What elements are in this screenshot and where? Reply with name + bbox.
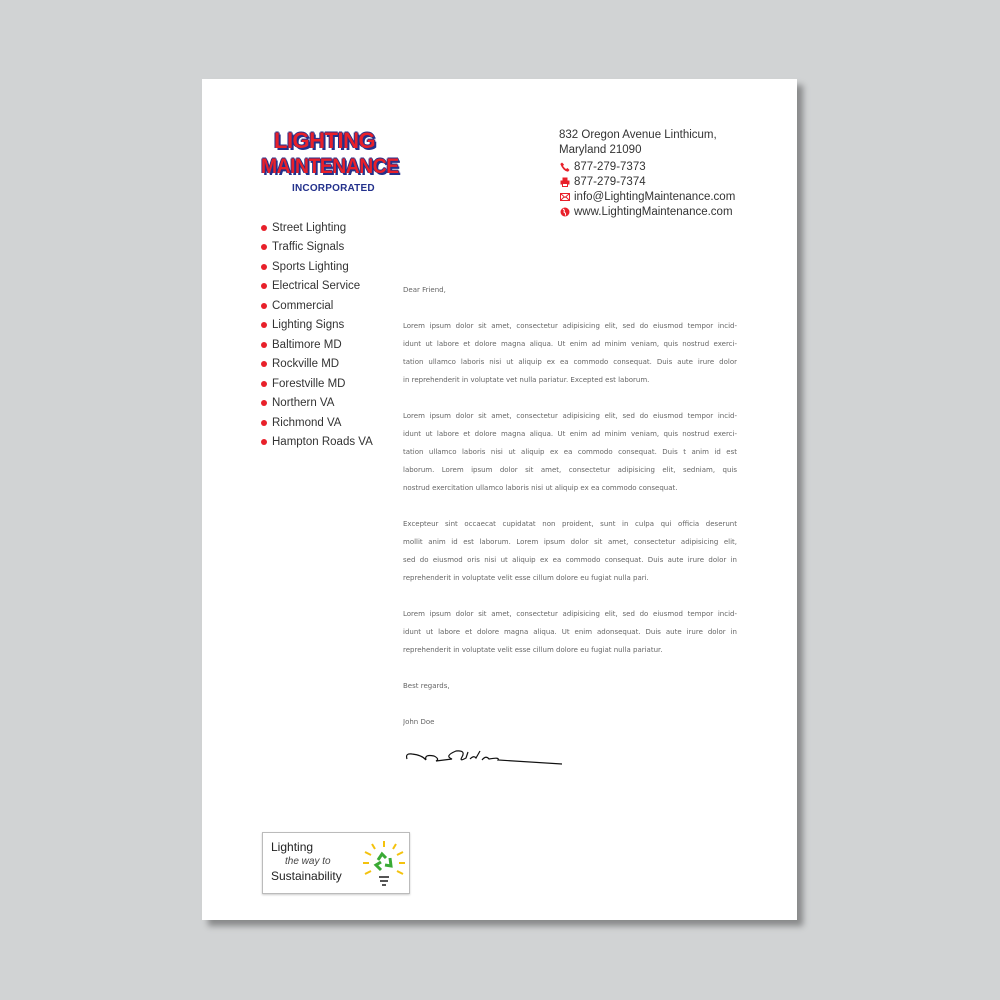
phone-number[interactable]: 877-279-7373 — [574, 161, 646, 174]
bullet-icon — [261, 420, 267, 426]
paragraph — [403, 319, 737, 391]
contact-info — [559, 128, 735, 219]
service-label: Baltimore MD — [272, 338, 342, 351]
service-label: Forestville MD — [272, 377, 346, 390]
paragraph-line: sed do eiusmod oris nisi ut aliquip ex ea commodo consequat. Duis aute irure dolor in — [403, 556, 737, 564]
paragraph-line: nostrud exercitation ullamco laboris nisi ut aliquip ex ea commodo consequat. — [403, 484, 678, 492]
fax-number: 877-279-7374 — [574, 176, 646, 189]
address-line2: Maryland 21090 — [559, 143, 642, 156]
address-line1: 832 Oregon Avenue Linthicum, — [559, 129, 717, 141]
paragraph-line: Excepteur sint occaecat cupidatat non proident, sunt in culpa qui officia deserunt — [403, 520, 737, 528]
service-label: Northern VA — [272, 397, 335, 410]
paragraph-line: mollit anim id est laborum. Lorem ipsum dolor sit amet, consectetur adipisicing elit, — [403, 538, 737, 546]
bullet-icon — [261, 361, 267, 367]
greeting: Dear Friend, — [403, 286, 446, 294]
fax-icon — [559, 177, 570, 188]
service-item — [260, 433, 373, 453]
paragraph-line: idunt ut labore et dolore magna aliqua. Ut enim ad minim veniam, quis nostrud exerci- — [403, 340, 737, 348]
email-link[interactable]: info@LightingMaintenance.com — [574, 190, 736, 203]
bullet-icon — [261, 342, 267, 348]
bullet-icon — [261, 400, 267, 406]
paragraph-line: laborum. Lorem ipsum dolor sit amet, consectetur adipisicing elit, sedniam, quis — [403, 466, 737, 474]
phone-icon — [559, 162, 570, 173]
service-label: Hampton Roads VA — [272, 436, 373, 449]
bullet-icon — [261, 283, 267, 289]
email-icon — [559, 191, 570, 202]
service-item — [260, 257, 373, 277]
service-label: Street Lighting — [272, 221, 347, 234]
logo-line3: INCORPORATED — [292, 183, 375, 194]
service-item — [260, 335, 373, 355]
logo-line1: LIGHTING — [274, 128, 376, 153]
badge-line2: the way to — [285, 856, 331, 867]
paragraph-line: Lorem ipsum dolor sit amet, consectetur adipisicing elit, sed do eiusmod tempor incid- — [403, 412, 737, 420]
bullet-icon — [261, 264, 267, 270]
services-list — [260, 218, 373, 452]
paragraph-line: reprehenderit in voluptate velit esse cillum dolore eu fugiat nulla pari. — [403, 574, 649, 582]
service-label: Richmond VA — [272, 416, 342, 429]
service-label: Sports Lighting — [272, 260, 349, 273]
service-item — [260, 355, 373, 375]
letter-body — [403, 283, 737, 733]
paragraph-line: Lorem ipsum dolor sit amet, consectetur adipisicing elit, sed do eiusmod tempor incid- — [403, 322, 737, 330]
phone-row — [559, 160, 735, 175]
service-label: Lighting Signs — [272, 319, 345, 332]
service-label: Commercial — [272, 299, 334, 312]
badge-line3: Sustainability — [271, 869, 342, 883]
signer-name: John Doe — [403, 718, 435, 726]
paragraph-line: idunt ut labore et dolore magna aliqua. Ut enim ad minim veniam, quis nostrud exerci- — [403, 430, 737, 438]
bullet-icon — [261, 244, 267, 250]
website-link[interactable]: www.LightingMaintenance.com — [574, 205, 733, 218]
company-logo — [260, 129, 420, 199]
fax-row — [559, 175, 735, 190]
recycle-bulb-icon — [363, 840, 405, 890]
bullet-icon — [261, 322, 267, 328]
signature — [404, 747, 564, 769]
email-row — [559, 190, 735, 205]
bullet-icon — [261, 303, 267, 309]
paragraph-line: Lorem ipsum dolor sit amet, consectetur adipisicing elit, sed do eiusmod tempor incid- — [403, 610, 737, 618]
bullet-icon — [261, 381, 267, 387]
paragraph-line: idunt ut labore et dolore magna aliqua. Ut enim adonsequat. Duis aute irure dolor in — [403, 628, 737, 636]
sustainability-badge — [262, 832, 410, 894]
paragraph-line: reprehenderit in voluptate velit esse cillum dolore eu fugiat nulla pariatur. — [403, 646, 663, 654]
service-item — [260, 238, 373, 258]
website-row — [559, 204, 735, 219]
service-item — [260, 394, 373, 414]
service-item — [260, 218, 373, 238]
paragraph-line: tation ullamco laboris nisi ut aliquip ex ea commodo consequat. Duis t anim id est — [403, 448, 737, 456]
service-item — [260, 316, 373, 336]
bullet-icon — [261, 439, 267, 445]
service-item — [260, 374, 373, 394]
paragraph-line: in reprehenderit in voluptate vet nulla pariatur. Excepted est laborum. — [403, 376, 650, 384]
service-item — [260, 277, 373, 297]
logo-line2: MAINTENANCE — [261, 155, 399, 178]
service-label: Rockville MD — [272, 358, 340, 371]
globe-icon — [559, 206, 570, 217]
service-label: Electrical Service — [272, 280, 361, 293]
service-item — [260, 296, 373, 316]
closing: Best regards, — [403, 682, 450, 690]
paragraph — [403, 517, 737, 589]
paragraph-line: tation ullamco laboris nisi ut aliquip ex ea commodo consequat. Duis aute irure dolor — [403, 358, 737, 366]
letterhead-page — [202, 79, 797, 920]
bullet-icon — [261, 225, 267, 231]
badge-line1: Lighting — [271, 840, 314, 854]
service-item — [260, 413, 373, 433]
service-label: Traffic Signals — [272, 241, 345, 254]
address — [559, 128, 735, 157]
paragraph — [403, 607, 737, 661]
paragraph — [403, 409, 737, 499]
